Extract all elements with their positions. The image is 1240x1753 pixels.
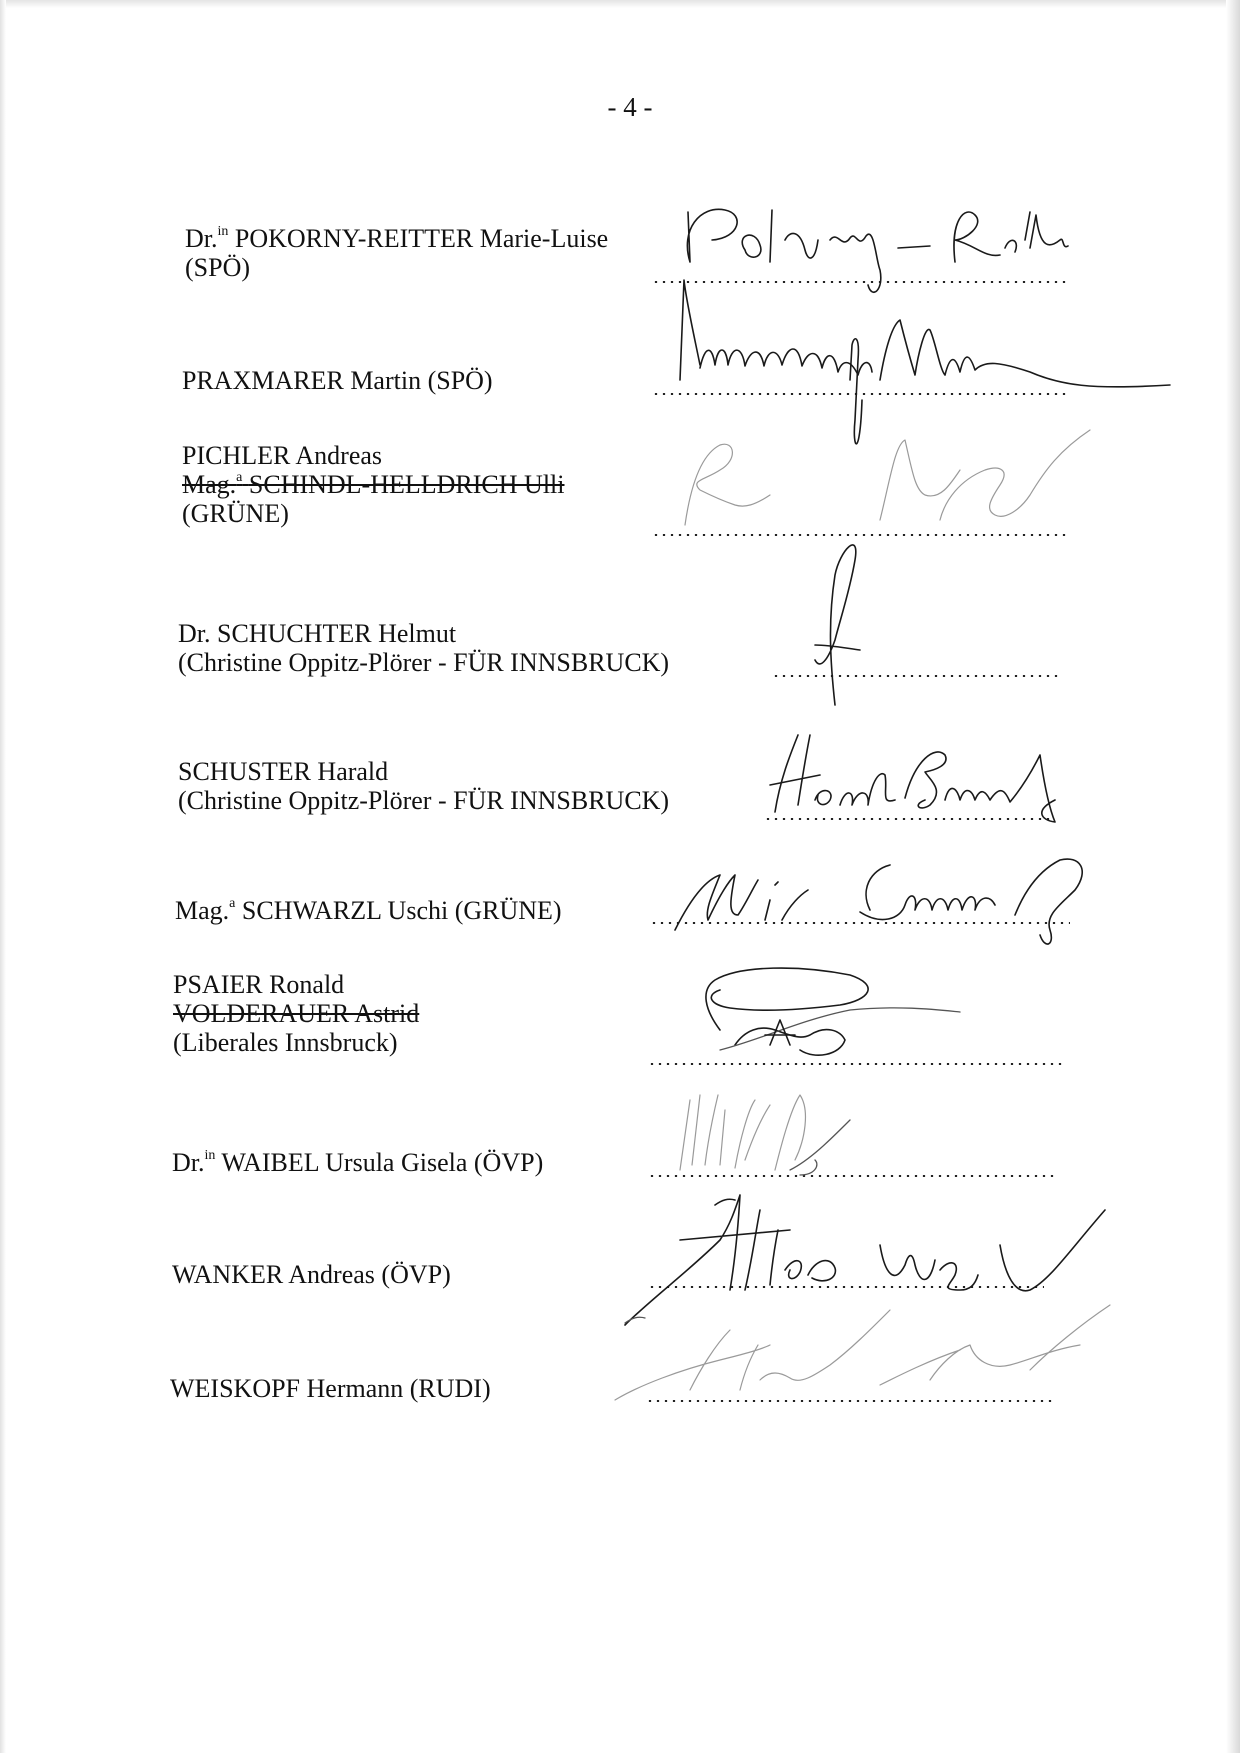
signatory-party: (Liberales Innsbruck) — [173, 1028, 398, 1057]
handwritten-signature-icon — [625, 1195, 1105, 1325]
handwritten-signature-icon — [680, 280, 1170, 444]
handwritten-signature-icon — [815, 545, 860, 705]
signatory-name: PRAXMARER Martin (SPÖ) — [182, 366, 493, 395]
signatory-party: (Christine Oppitz-Plörer - FÜR INNSBRUCK) — [178, 786, 670, 815]
handwritten-signature-icon — [680, 1095, 850, 1175]
signatory-entry — [173, 970, 419, 1057]
handwritten-signature-icon — [685, 430, 1090, 525]
signatory-entry — [172, 1148, 543, 1177]
scan-edge-left — [0, 0, 6, 1753]
signatory-entry — [182, 441, 564, 528]
signatory-entry — [178, 619, 669, 677]
signature-line — [652, 393, 1070, 395]
signature-line — [648, 1286, 1044, 1288]
signatory-party: (Christine Oppitz-Plörer - FÜR INNSBRUCK) — [178, 648, 670, 677]
signature-line — [772, 675, 1062, 677]
title-superscript: in — [204, 1148, 216, 1164]
struck-signatory-name: VOLDERAUER Astrid — [173, 999, 420, 1028]
signature-line — [650, 922, 1070, 924]
signatory-entry — [185, 224, 608, 282]
signatory-party: (GRÜNE) — [182, 499, 289, 528]
title-superscript: a — [236, 470, 243, 486]
signatory-title: Mag. — [175, 896, 230, 925]
struck-signatory-name — [182, 470, 564, 499]
signature-line — [652, 281, 1070, 283]
signatory-entry — [178, 757, 669, 815]
signatory-title: Dr. — [185, 224, 218, 253]
signatory-title: Dr. — [172, 1148, 205, 1177]
signatory-entry — [175, 896, 562, 925]
signatory-entry — [182, 366, 493, 395]
signatory-name: WANKER Andreas (ÖVP) — [172, 1260, 451, 1289]
signatory-name: POKORNY-REITTER Marie-Luise — [234, 224, 609, 253]
handwritten-signature-icon — [687, 209, 1068, 292]
title-superscript: a — [229, 896, 236, 912]
handwritten-signature-icon — [706, 968, 960, 1055]
scan-edge-top — [0, 0, 1240, 8]
title-superscript: in — [217, 224, 229, 240]
signatory-entry — [170, 1374, 491, 1403]
struck-name: SCHINDL-HELLDRICH Ulli — [248, 470, 565, 499]
signature-line — [646, 1400, 1054, 1402]
signatory-name: SCHUSTER Harald — [178, 757, 389, 786]
signatory-party: (SPÖ) — [185, 253, 251, 282]
handwritten-signature-icon — [770, 735, 1055, 822]
signatory-name: Dr. SCHUCHTER Helmut — [178, 619, 457, 648]
signatory-name-line — [185, 224, 608, 253]
signatory-entry — [172, 1260, 451, 1289]
page-number: - 4 - — [607, 92, 653, 122]
signature-line — [648, 1063, 1066, 1065]
handwritten-signature-icon — [615, 1305, 1110, 1400]
signature-line — [652, 534, 1070, 536]
signatory-name-line — [175, 896, 562, 925]
signatory-name: PSAIER Ronald — [173, 970, 345, 999]
signatory-name: WAIBEL Ursula Gisela (ÖVP) — [221, 1148, 544, 1177]
signatory-name: WEISKOPF Hermann (RUDI) — [170, 1374, 491, 1403]
signatory-name: PICHLER Andreas — [182, 441, 383, 470]
signature-line — [764, 818, 1054, 820]
handwritten-signature-icon — [675, 859, 1082, 944]
signatory-name-line — [172, 1148, 543, 1177]
scan-edge-right — [1226, 0, 1240, 1753]
signatory-name: SCHWARZL Uschi (GRÜNE) — [241, 896, 562, 925]
signature-line — [648, 1175, 1058, 1177]
struck-title: Mag. — [182, 470, 237, 499]
